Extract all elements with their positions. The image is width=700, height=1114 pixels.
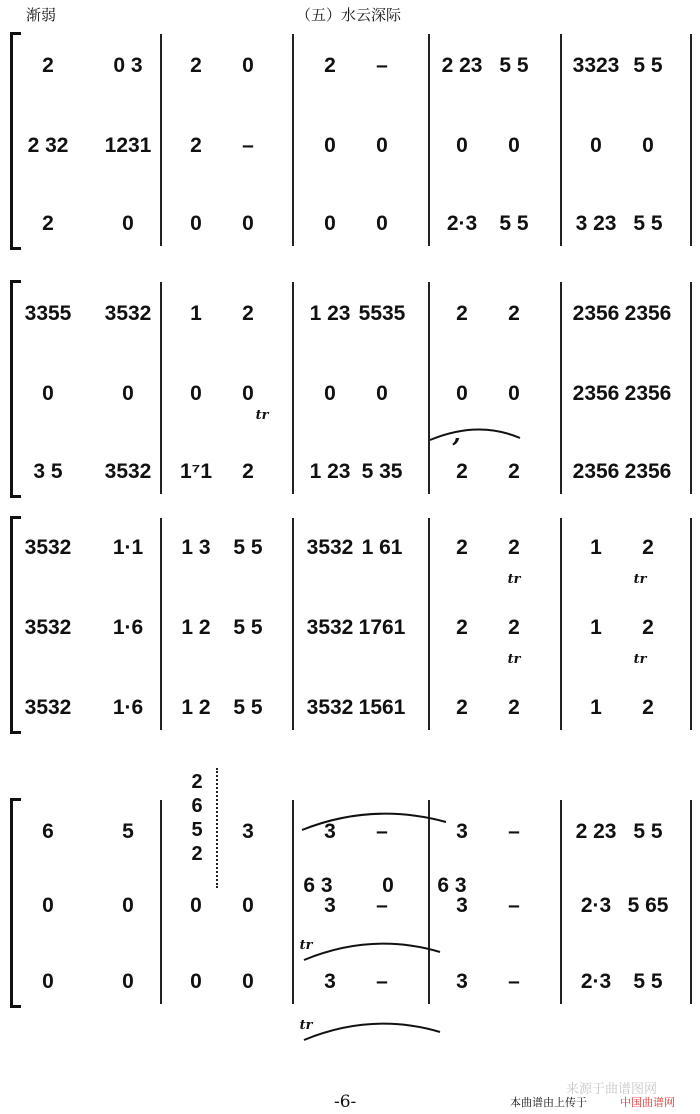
- note-group: 2·3: [580, 970, 612, 993]
- trill-mark: tr: [255, 408, 269, 423]
- note-group: 5 5: [499, 212, 529, 235]
- note-group: 3355: [24, 302, 72, 325]
- note-group: 0: [508, 134, 520, 157]
- note-group: 5 5: [633, 212, 663, 235]
- note-group: 1 3: [181, 536, 211, 559]
- note-group: 3532: [306, 616, 354, 639]
- note-group: 1 23: [309, 460, 351, 483]
- note-group: 0: [242, 54, 254, 77]
- note-group: 2356: [624, 460, 672, 483]
- upload-credit: 本曲谱由上传于: [510, 1097, 587, 1109]
- note-group: 0: [376, 382, 388, 405]
- note-group: 1⁷1: [179, 460, 213, 483]
- note-group: 3 23: [575, 212, 617, 235]
- note-group: 0 3: [113, 54, 143, 77]
- note-group: 2: [456, 302, 468, 325]
- arpeggio-note: 5: [191, 819, 203, 841]
- note-group: –: [508, 820, 520, 843]
- note-group: 3532: [24, 616, 72, 639]
- tempo-marking: 渐弱: [26, 6, 57, 24]
- note-group: 2: [42, 212, 54, 235]
- note-group: 1: [590, 616, 602, 639]
- breath-mark: ’: [451, 434, 461, 464]
- trill-mark: tr: [633, 652, 647, 667]
- note-group: 0: [324, 134, 336, 157]
- note-group: 0: [242, 894, 254, 917]
- note-group: 2 23: [575, 820, 617, 843]
- note-group: 0: [190, 382, 202, 405]
- note-group: 3: [324, 970, 336, 993]
- note-group: 2·3: [580, 894, 612, 917]
- trill-mark: tr: [507, 652, 521, 667]
- note-group: 3: [456, 894, 468, 917]
- note-group: 2 32: [27, 134, 69, 157]
- note-group: 2: [508, 616, 520, 639]
- note-group: 2 23: [441, 54, 483, 77]
- trill-mark: tr: [299, 1018, 313, 1033]
- note-group: 3323: [572, 54, 620, 77]
- note-group: 3532: [24, 696, 72, 719]
- note-group: 3: [242, 820, 254, 843]
- watermark-site: 中国曲谱网: [620, 1097, 675, 1109]
- note-group: 2: [242, 460, 254, 483]
- note-group: 0: [376, 212, 388, 235]
- note-group: 1: [590, 696, 602, 719]
- note-group: 2: [190, 54, 202, 77]
- note-group: 1761: [358, 616, 406, 639]
- note-group: 0: [456, 382, 468, 405]
- note-group: 6: [42, 820, 54, 843]
- note-group: 2356: [572, 302, 620, 325]
- note-group: 5 5: [633, 970, 663, 993]
- trill-mark: tr: [299, 938, 313, 953]
- note-group: 2·3: [446, 212, 478, 235]
- note-group: 1231: [104, 134, 152, 157]
- note-group: 2: [242, 302, 254, 325]
- note-group: 0: [642, 134, 654, 157]
- note-group: 1·6: [112, 616, 144, 639]
- note-group: 2356: [624, 302, 672, 325]
- note-group: 5 65: [627, 894, 669, 917]
- note-group: 0: [242, 382, 254, 405]
- watermark-text: 来源于曲谱图网: [566, 1081, 658, 1096]
- note-group: 2: [642, 696, 654, 719]
- note-group: 0: [42, 970, 54, 993]
- note-group: 3532: [306, 696, 354, 719]
- note-group: 2: [508, 302, 520, 325]
- note-group: 1 61: [361, 536, 403, 559]
- arpeggio-note: 2: [191, 771, 203, 793]
- note-group: 0: [42, 894, 54, 917]
- piece-title: （五）水云深际: [296, 7, 402, 24]
- note-group: 3: [324, 820, 336, 843]
- arpeggio-note: 2: [191, 843, 203, 865]
- note-group: 0: [122, 382, 134, 405]
- note-group: 0: [242, 212, 254, 235]
- note-group: 3: [324, 894, 336, 917]
- note-group: –: [376, 820, 388, 843]
- note-group: 0: [122, 212, 134, 235]
- note-group: 1: [590, 536, 602, 559]
- note-group: 2356: [624, 382, 672, 405]
- page-number: -6-: [334, 1092, 357, 1112]
- trill-mark: tr: [633, 572, 647, 587]
- note-group: –: [508, 894, 520, 917]
- note-group: 0: [324, 212, 336, 235]
- note-group: 0: [42, 382, 54, 405]
- note-group: 1·1: [112, 536, 144, 559]
- note-group: 0: [190, 894, 202, 917]
- note-group: 5 35: [361, 460, 403, 483]
- note-group: 1 23: [309, 302, 351, 325]
- note-group: –: [376, 54, 388, 77]
- note-group: –: [508, 970, 520, 993]
- note-group: 0: [590, 134, 602, 157]
- note-group: 0: [122, 970, 134, 993]
- note-group: 1 2: [181, 696, 211, 719]
- note-group: 3532: [104, 460, 152, 483]
- note-group: 2: [642, 616, 654, 639]
- note-group: 2: [642, 536, 654, 559]
- note-group: 1: [190, 302, 202, 325]
- lower-voice-note: 6 3: [303, 874, 333, 897]
- note-group: 2: [190, 134, 202, 157]
- note-group: 2: [456, 536, 468, 559]
- note-group: 5 5: [499, 54, 529, 77]
- note-group: 1561: [358, 696, 406, 719]
- note-group: 2: [42, 54, 54, 77]
- note-group: 1 2: [181, 616, 211, 639]
- note-group: 0: [190, 970, 202, 993]
- note-group: 2: [508, 536, 520, 559]
- note-group: 0: [242, 970, 254, 993]
- note-group: 2356: [572, 460, 620, 483]
- note-group: 1·6: [112, 696, 144, 719]
- note-group: 3 5: [33, 460, 63, 483]
- note-group: 3532: [104, 302, 152, 325]
- note-group: 5 5: [233, 536, 263, 559]
- note-group: 0: [508, 382, 520, 405]
- note-group: 0: [324, 382, 336, 405]
- note-group: 5 5: [633, 820, 663, 843]
- note-group: 2: [324, 54, 336, 77]
- note-group: 5 5: [633, 54, 663, 77]
- note-group: 5 5: [233, 696, 263, 719]
- note-group: 0: [190, 212, 202, 235]
- note-group: 5: [122, 820, 134, 843]
- note-group: 5 5: [233, 616, 263, 639]
- trill-mark: tr: [507, 572, 521, 587]
- note-group: 3: [456, 970, 468, 993]
- note-group: 0: [376, 134, 388, 157]
- note-group: 3: [456, 820, 468, 843]
- note-group: 0: [122, 894, 134, 917]
- note-group: 2: [456, 616, 468, 639]
- note-group: 3532: [306, 536, 354, 559]
- note-group: 5535: [358, 302, 406, 325]
- lower-voice-note: 6 3: [437, 874, 467, 897]
- lower-voice-note: 0: [382, 874, 394, 897]
- note-group: 2: [508, 696, 520, 719]
- note-group: 2: [456, 460, 468, 483]
- note-group: –: [242, 134, 254, 157]
- note-group: 2356: [572, 382, 620, 405]
- note-group: –: [376, 894, 388, 917]
- note-group: 2: [508, 460, 520, 483]
- note-group: –: [376, 970, 388, 993]
- note-group: 3532: [24, 536, 72, 559]
- arpeggio-note: 6: [191, 795, 203, 817]
- note-group: 0: [456, 134, 468, 157]
- note-group: 2: [456, 696, 468, 719]
